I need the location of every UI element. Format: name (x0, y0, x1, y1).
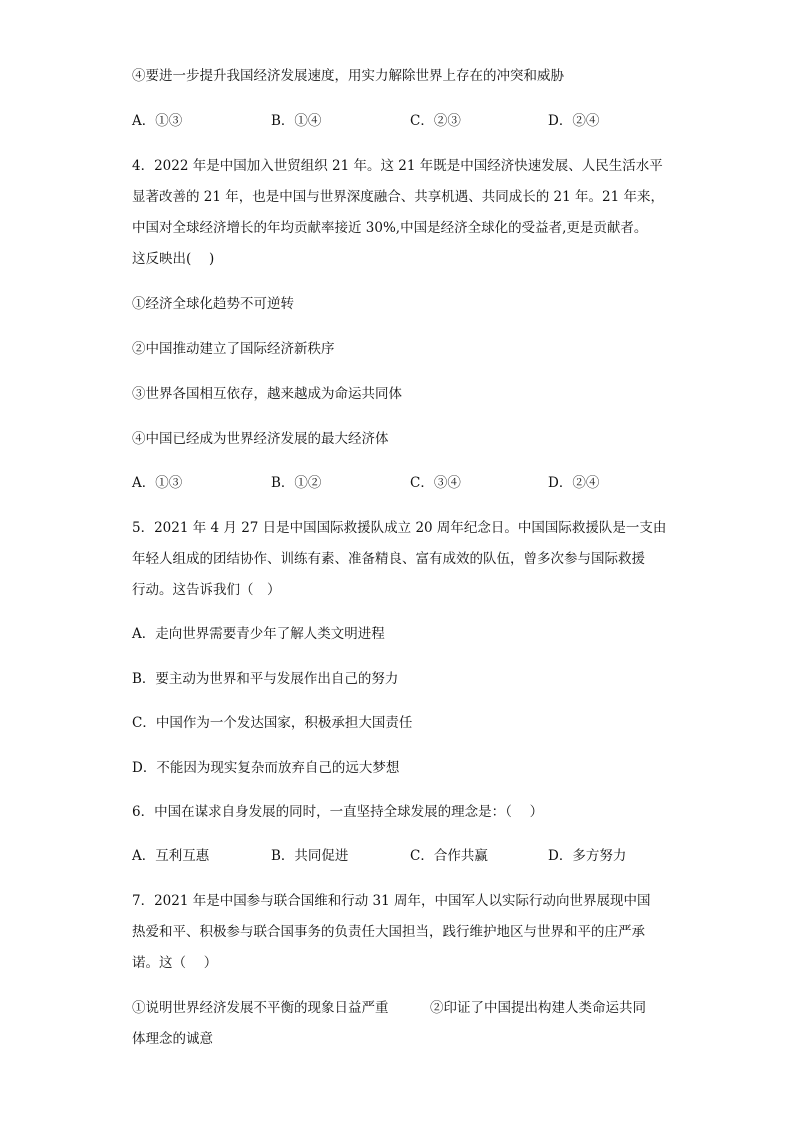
q6-option-d: D．多方努力 (548, 848, 627, 864)
q5-stem-line: 5．2021 年 4 月 27 日是中国国际救援队成立 20 周年纪念日。中国国际救援队是一支由 (132, 520, 667, 536)
q6-option-a: A．互利互惠 (132, 848, 210, 864)
q7-item-2: ②印证了中国提出构建人类命运共同 (430, 1000, 646, 1016)
q4-item-2: ②中国推动建立了国际经济新秩序 (132, 341, 335, 357)
q3-option-a: A．①③ (132, 113, 183, 129)
q4-option-d: D．②④ (548, 475, 600, 491)
q4-option-a: A．①③ (132, 475, 183, 491)
q7-stem-line: 诺。这（ ） (132, 955, 218, 971)
q4-stem-line: 这反映出( ) (132, 251, 215, 267)
q5-option-d: D．不能因为现实复杂而放弃自己的远大梦想 (132, 760, 400, 776)
q7-item-1: ①说明世界经济发展不平衡的现象日益严重 (132, 1000, 389, 1016)
q6-option-b: B．共同促进 (271, 848, 349, 864)
q4-stem-line: 中国对全球经济增长的年均贡献率接近 30%,中国是经济全球化的受益者,更是贡献者。 (132, 220, 648, 236)
q7-stem-line: 热爱和平、积极参与联合国事务的负责任大国担当，践行维护地区与世界和平的庄严承 (132, 924, 645, 940)
q4-option-b: B．①② (271, 475, 322, 491)
q4-item-3: ③世界各国相互依存，越来越成为命运共同体 (132, 386, 402, 402)
q5-option-a: A．走向世界需要青少年了解人类文明进程 (132, 626, 385, 642)
q4-item-4: ④中国已经成为世界经济发展的最大经济体 (132, 431, 389, 447)
q4-stem-line: 4．2022 年是中国加入世贸组织 21 年。这 21 年既是中国经济快速发展、人民生活水平 (132, 158, 663, 174)
q3-option-b: B．①④ (271, 113, 322, 129)
q6-option-c: C．合作共赢 (410, 848, 488, 864)
q7-stem-line: 7．2021 年是中国参与联合国维和行动 31 周年，中国军人以实际行动向世界展现中国 (132, 893, 651, 909)
q3-option-d: D．②④ (548, 113, 600, 129)
q6-stem: 6．中国在谋求自身发展的同时，一直坚持全球发展的理念是：（ ） (132, 804, 544, 820)
q4-option-c: C．③④ (410, 475, 461, 491)
q5-option-c: C．中国作为一个发达国家，积极承担大国责任 (132, 715, 413, 731)
q4-item-1: ①经济全球化趋势不可逆转 (132, 296, 294, 312)
q3-option-c: C．②③ (410, 113, 461, 129)
q5-stem-line: 行动。这告诉我们（ ） (132, 582, 281, 598)
q5-stem-line: 年轻人组成的团结协作、训练有素、准备精良、富有成效的队伍，曾多次参与国际救援 (132, 551, 645, 567)
q3-item-4: ④要进一步提升我国经济发展速度，用实力解除世界上存在的冲突和威胁 (132, 68, 564, 84)
q4-stem-line: 显著改善的 21 年，也是中国与世界深度融合、共享机遇、共同成长的 21 年。21 年来， (132, 189, 664, 205)
q5-option-b: B．要主动为世界和平与发展作出自己的努力 (132, 671, 399, 687)
q7-item-2-continued: 体理念的诚意 (132, 1031, 213, 1047)
